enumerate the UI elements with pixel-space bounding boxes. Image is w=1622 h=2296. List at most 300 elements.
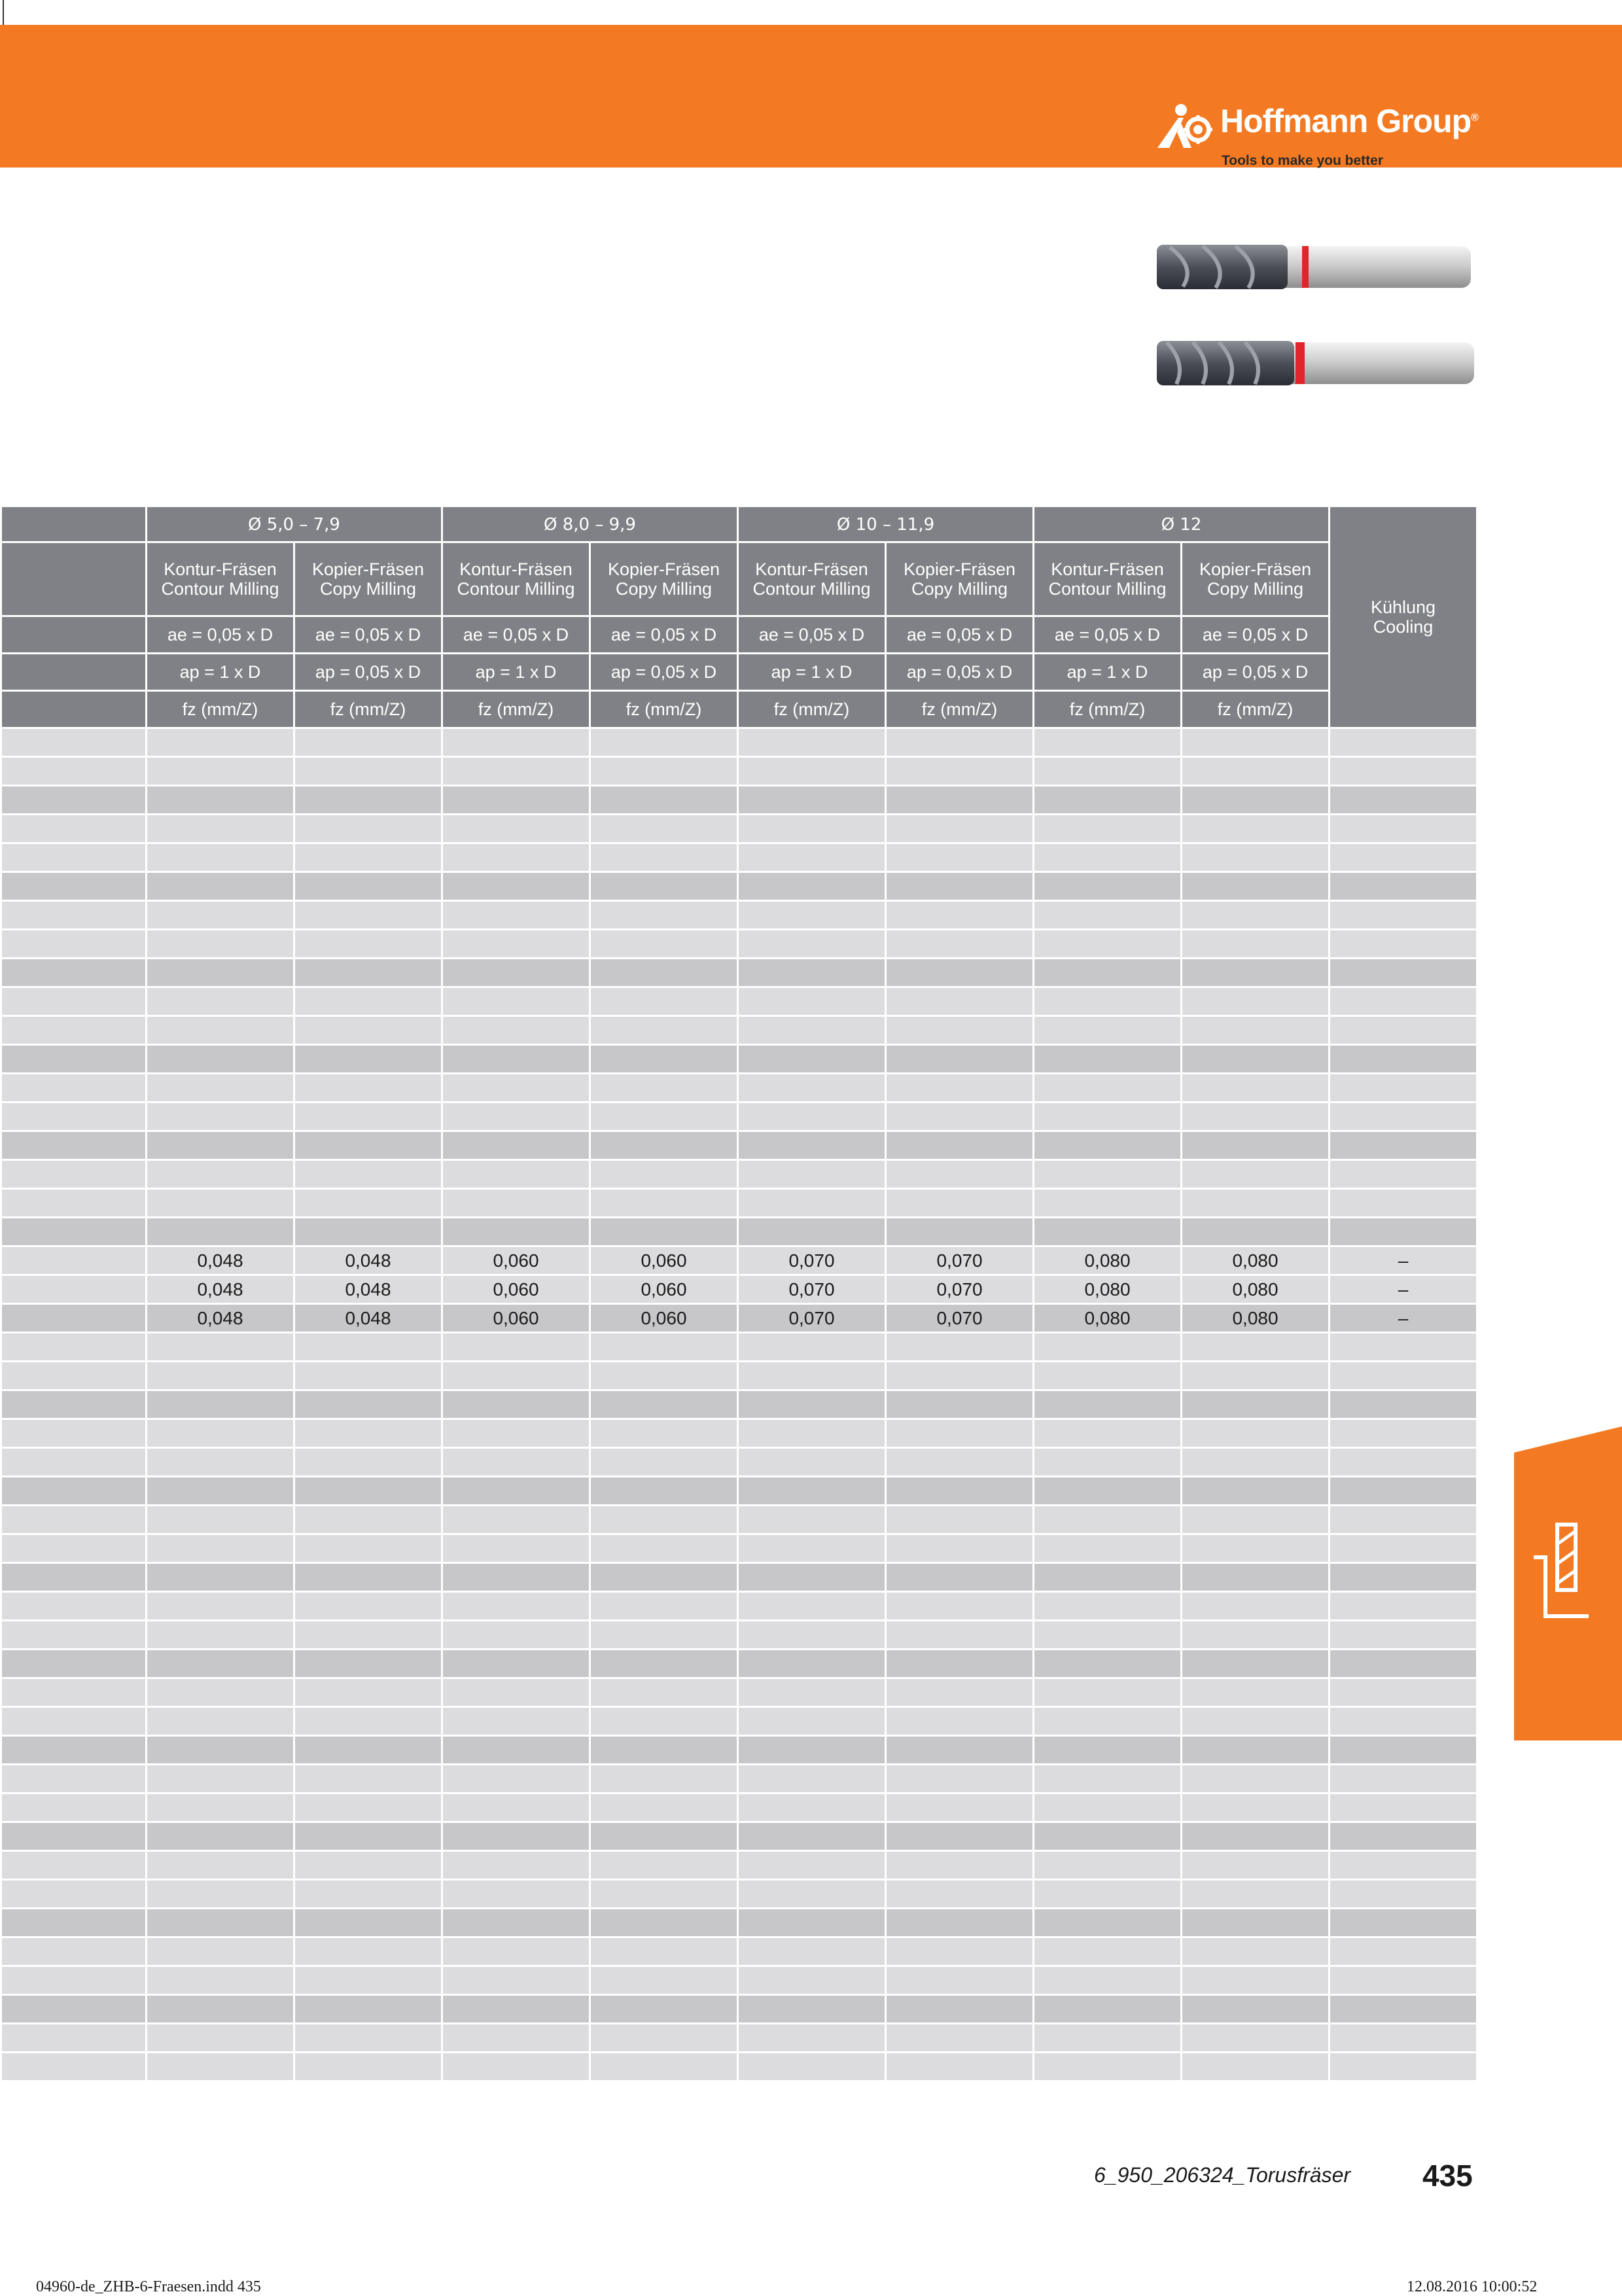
feed-value-cell: [590, 1736, 738, 1765]
row-label-cell: [1, 1160, 147, 1189]
feed-value-cell: [147, 1880, 294, 1909]
print-slug-file: 04960-de_ZHB-6-Fraesen.indd 435: [36, 2278, 261, 2295]
feed-value-cell: [147, 1534, 294, 1563]
feed-value-cell: [147, 901, 294, 930]
feed-value-cell: [886, 930, 1034, 959]
feed-value-cell: [590, 786, 738, 815]
feed-value-cell: [1034, 1822, 1182, 1851]
table-row: [1, 786, 1477, 815]
feed-value-cell: [1182, 1419, 1330, 1448]
row-label-cell: [1, 1218, 147, 1246]
feed-value-cell: [1182, 930, 1330, 959]
feed-value-cell: [886, 1103, 1034, 1131]
feed-value-cell: [294, 1851, 442, 1880]
feed-value-cell: [294, 786, 442, 815]
feed-value-cell: [886, 757, 1034, 786]
feed-value-cell: [886, 786, 1034, 815]
feed-value-cell: [886, 1793, 1034, 1822]
ae-header: ae = 0,05 x D: [147, 616, 294, 654]
crop-mark: [3, 0, 4, 25]
feed-value-cell: [1182, 1851, 1330, 1880]
table-row: [1, 1851, 1477, 1880]
cooling-cell: [1330, 959, 1477, 987]
fz-header: fz (mm/Z): [590, 691, 738, 728]
feed-value-cell: [147, 1448, 294, 1477]
ap-header: ap = 1 x D: [1034, 654, 1182, 691]
feed-value-cell: [1034, 1419, 1182, 1448]
cooling-cell: [1330, 1563, 1477, 1592]
feed-value-cell: [294, 1448, 442, 1477]
operation-header: Kontur-Fräsen Contour Milling: [442, 542, 590, 616]
feed-value-cell: [590, 1390, 738, 1419]
cooling-cell: [1330, 930, 1477, 959]
feed-value-cell: [147, 1103, 294, 1131]
feed-value-cell: [294, 1534, 442, 1563]
feed-value-cell: [1034, 1793, 1182, 1822]
table-row: [1, 1160, 1477, 1189]
row-label-cell: [1, 1765, 147, 1793]
row-label-cell: [1, 901, 147, 930]
feed-value-cell: [1034, 1333, 1182, 1362]
feed-value-cell: [590, 1563, 738, 1592]
feed-value-cell: [590, 1678, 738, 1707]
feed-value-cell: [147, 786, 294, 815]
feed-value-cell: [886, 1390, 1034, 1419]
ae-header: ae = 0,05 x D: [738, 616, 886, 654]
row-label-cell: [1, 1937, 147, 1966]
ap-header: ap = 0,05 x D: [294, 654, 442, 691]
header-blank-cell: [1, 506, 147, 542]
feed-value-cell: [738, 1333, 886, 1362]
feed-value-cell: [1034, 1621, 1182, 1650]
feed-value-cell: [1182, 1103, 1330, 1131]
fz-header: fz (mm/Z): [147, 691, 294, 728]
feed-value-cell: 0,070: [886, 1304, 1034, 1333]
feed-value-cell: [886, 1563, 1034, 1592]
table-row: [1, 1678, 1477, 1707]
feed-value-cell: 0,048: [294, 1304, 442, 1333]
feed-value-cell: [1182, 901, 1330, 930]
feed-value-cell: 0,048: [147, 1246, 294, 1275]
feed-value-cell: [738, 1880, 886, 1909]
row-label-cell: [1, 1362, 147, 1390]
feed-value-cell: [1034, 872, 1182, 901]
ap-header: ap = 0,05 x D: [886, 654, 1034, 691]
feed-value-cell: [1182, 1016, 1330, 1045]
feed-value-cell: [886, 1131, 1034, 1160]
feed-value-cell: [886, 2024, 1034, 2053]
table-row: [1, 1995, 1477, 2024]
feed-value-cell: [738, 1160, 886, 1189]
feed-value-cell: [1034, 1448, 1182, 1477]
fz-header: fz (mm/Z): [1182, 691, 1330, 728]
feed-value-cell: [442, 1419, 590, 1448]
table-row: [1, 1880, 1477, 1909]
feed-value-cell: [738, 1592, 886, 1621]
feed-value-cell: [886, 872, 1034, 901]
feed-value-cell: [886, 1765, 1034, 1793]
feed-value-cell: [886, 1650, 1034, 1678]
feed-value-cell: 0,080: [1034, 1304, 1182, 1333]
feed-value-cell: [147, 1506, 294, 1534]
feed-value-cell: [590, 2024, 738, 2053]
feed-value-cell: [147, 1621, 294, 1650]
feed-value-cell: [147, 1218, 294, 1246]
feed-value-cell: 0,048: [294, 1246, 442, 1275]
feed-value-cell: [442, 1966, 590, 1995]
ae-header: ae = 0,05 x D: [442, 616, 590, 654]
feed-value-cell: [442, 1621, 590, 1650]
table-row: [1, 728, 1477, 757]
table-row: [1, 1736, 1477, 1765]
feed-value-cell: [1034, 1909, 1182, 1937]
feed-value-cell: [590, 1074, 738, 1103]
feed-value-cell: [294, 1390, 442, 1419]
table-row: [1, 1131, 1477, 1160]
feed-value-cell: [738, 987, 886, 1016]
feed-value-cell: [590, 1448, 738, 1477]
diameter-group-header: Ø 5,0 – 7,9: [147, 506, 442, 542]
feed-value-cell: [886, 1189, 1034, 1218]
cooling-cell: [1330, 728, 1477, 757]
table-row: [1, 1275, 1477, 1304]
feed-value-cell: [294, 1880, 442, 1909]
feed-value-cell: [886, 1966, 1034, 1995]
feed-value-cell: [147, 1563, 294, 1592]
feed-value-cell: [1034, 815, 1182, 843]
feed-value-cell: [294, 1563, 442, 1592]
feed-value-cell: [738, 1937, 886, 1966]
row-label-cell: [1, 1995, 147, 2024]
feed-value-cell: [442, 1189, 590, 1218]
feed-value-cell: [147, 1937, 294, 1966]
feed-value-cell: [442, 1592, 590, 1621]
feed-value-cell: [590, 1534, 738, 1563]
feed-value-cell: [147, 1592, 294, 1621]
feed-value-cell: [442, 930, 590, 959]
feed-value-cell: [442, 1103, 590, 1131]
feed-value-cell: [294, 1333, 442, 1362]
header-band: [0, 25, 1622, 168]
feed-value-cell: [442, 1678, 590, 1707]
row-label-cell: [1, 1707, 147, 1736]
feed-value-cell: [147, 1074, 294, 1103]
feed-value-cell: [1034, 1390, 1182, 1419]
cooling-cell: [1330, 1937, 1477, 1966]
torus-cutter-4-flute-image: [1157, 337, 1477, 389]
cooling-cell: [1330, 1678, 1477, 1707]
cooling-cell: –: [1330, 1246, 1477, 1275]
feed-value-cell: [294, 1592, 442, 1621]
feed-value-cell: [147, 1189, 294, 1218]
feed-value-cell: [738, 1793, 886, 1822]
header-blank-cell: [1, 654, 147, 691]
feed-value-cell: [294, 959, 442, 987]
feed-value-cell: [294, 1621, 442, 1650]
feed-value-cell: [1182, 1189, 1330, 1218]
table-row: [1, 930, 1477, 959]
feed-value-cell: [590, 1650, 738, 1678]
feed-value-cell: [1034, 1103, 1182, 1131]
feed-value-cell: [738, 1074, 886, 1103]
operation-header: Kontur-Fräsen Contour Milling: [1034, 542, 1182, 616]
feed-value-cell: [294, 2053, 442, 2081]
feed-value-cell: [442, 1909, 590, 1937]
feed-value-cell: [294, 872, 442, 901]
feed-value-cell: 0,048: [294, 1275, 442, 1304]
brand-tagline: Tools to make you better: [1222, 153, 1383, 168]
feed-value-cell: 0,070: [738, 1246, 886, 1275]
cooling-cell: [1330, 1131, 1477, 1160]
operation-header: Kopier-Fräsen Copy Milling: [886, 542, 1034, 616]
feed-value-cell: [147, 1477, 294, 1506]
print-slug-date: 12.08.2016 10:00:52: [1407, 2278, 1538, 2295]
feed-value-cell: [886, 1995, 1034, 2024]
diameter-group-header: Ø 10 – 11,9: [738, 506, 1034, 542]
cooling-cell: [1330, 1016, 1477, 1045]
feed-value-cell: [294, 1937, 442, 1966]
ap-header: ap = 1 x D: [147, 654, 294, 691]
diameter-group-header: Ø 8,0 – 9,9: [442, 506, 738, 542]
feed-value-cell: [1182, 1160, 1330, 1189]
feed-value-cell: [1034, 930, 1182, 959]
feed-value-cell: [442, 1793, 590, 1822]
feed-value-cell: [1034, 1966, 1182, 1995]
feed-value-cell: [294, 1678, 442, 1707]
feed-value-cell: [1182, 728, 1330, 757]
feed-value-cell: [442, 1448, 590, 1477]
table-row: [1, 959, 1477, 987]
cooling-cell: [1330, 1851, 1477, 1880]
feed-value-cell: [886, 1160, 1034, 1189]
feed-value-cell: [590, 1419, 738, 1448]
feed-value-cell: [886, 1621, 1034, 1650]
table-row: [1, 2053, 1477, 2081]
ap-header: ap = 1 x D: [738, 654, 886, 691]
cooling-cell: [1330, 1362, 1477, 1390]
feed-value-cell: [147, 843, 294, 872]
feed-value-cell: 0,060: [590, 1275, 738, 1304]
feed-value-cell: [147, 1966, 294, 1995]
row-label-cell: [1, 1736, 147, 1765]
table-row: [1, 901, 1477, 930]
feed-value-cell: [886, 1448, 1034, 1477]
feed-value-cell: [590, 843, 738, 872]
feed-value-cell: [147, 1362, 294, 1390]
feed-value-cell: [738, 1477, 886, 1506]
table-row: [1, 987, 1477, 1016]
row-label-cell: [1, 1966, 147, 1995]
feed-value-cell: [738, 815, 886, 843]
table-row: [1, 1246, 1477, 1275]
feed-value-cell: [147, 2024, 294, 2053]
feed-value-cell: [1034, 2024, 1182, 2053]
ap-header: ap = 0,05 x D: [1182, 654, 1330, 691]
row-label-cell: [1, 1103, 147, 1131]
row-label-cell: [1, 815, 147, 843]
feed-value-cell: [442, 1707, 590, 1736]
feed-value-cell: [294, 1131, 442, 1160]
row-label-cell: [1, 1246, 147, 1275]
cooling-cell: [1330, 1045, 1477, 1074]
feed-value-cell: [1034, 1650, 1182, 1678]
brand-name: Hoffmann Group®: [1220, 103, 1478, 139]
row-label-cell: [1, 728, 147, 757]
feed-value-cell: [738, 1506, 886, 1534]
feed-value-cell: [442, 1160, 590, 1189]
feed-value-cell: [1182, 1074, 1330, 1103]
feed-value-cell: [1034, 1563, 1182, 1592]
table-row: [1, 1333, 1477, 1362]
feed-value-cell: [738, 1362, 886, 1390]
row-label-cell: [1, 843, 147, 872]
feed-value-cell: [590, 1822, 738, 1851]
feed-value-cell: [147, 1909, 294, 1937]
feed-value-cell: [1034, 1016, 1182, 1045]
feed-value-cell: [886, 1822, 1034, 1851]
feed-value-cell: [442, 1506, 590, 1534]
feed-value-cell: [590, 1506, 738, 1534]
feed-value-cell: [1034, 987, 1182, 1016]
ae-header: ae = 0,05 x D: [1034, 616, 1182, 654]
feed-value-cell: [294, 815, 442, 843]
feed-value-cell: [147, 2053, 294, 2081]
feed-value-cell: [738, 843, 886, 872]
feed-value-cell: [1182, 1045, 1330, 1074]
table-row: [1, 1937, 1477, 1966]
row-label-cell: [1, 1448, 147, 1477]
feed-value-cell: [147, 987, 294, 1016]
cooling-cell: [1330, 1592, 1477, 1621]
table-row: [1, 1966, 1477, 1995]
feed-value-cell: [294, 843, 442, 872]
feed-value-cell: [294, 1822, 442, 1851]
feed-value-cell: [1034, 959, 1182, 987]
operation-header: Kopier-Fräsen Copy Milling: [590, 542, 738, 616]
feed-value-cell: [738, 1016, 886, 1045]
feed-value-cell: [1034, 1937, 1182, 1966]
fz-header: fz (mm/Z): [1034, 691, 1182, 728]
feed-value-cell: [294, 1793, 442, 1822]
feed-value-cell: [1034, 901, 1182, 930]
feed-value-cell: [442, 1074, 590, 1103]
row-label-cell: [1, 1045, 147, 1074]
feed-value-cell: [1034, 786, 1182, 815]
feed-value-cell: [590, 1189, 738, 1218]
feed-value-cell: [590, 901, 738, 930]
feed-value-cell: [1034, 1995, 1182, 2024]
table-row: [1, 1563, 1477, 1592]
row-label-cell: [1, 987, 147, 1016]
row-label-cell: [1, 959, 147, 987]
feed-value-cell: [1182, 843, 1330, 872]
feed-value-cell: [590, 1765, 738, 1793]
feed-value-cell: [738, 1851, 886, 1880]
feed-value-cell: 0,070: [886, 1275, 1034, 1304]
row-label-cell: [1, 1304, 147, 1333]
cooling-cell: [1330, 1333, 1477, 1362]
ae-header: ae = 0,05 x D: [1182, 616, 1330, 654]
feed-value-cell: [1182, 786, 1330, 815]
cooling-cell: [1330, 1506, 1477, 1534]
feed-value-cell: [1182, 1592, 1330, 1621]
feed-value-cell: [590, 1966, 738, 1995]
feed-value-cell: [147, 1995, 294, 2024]
ae-header: ae = 0,05 x D: [590, 616, 738, 654]
feed-value-cell: [1034, 2053, 1182, 2081]
table-row: [1, 1189, 1477, 1218]
feed-value-cell: [147, 1390, 294, 1419]
cooling-cell: [1330, 987, 1477, 1016]
feed-value-cell: [442, 1477, 590, 1506]
feed-value-cell: [294, 1016, 442, 1045]
feed-value-cell: [1034, 843, 1182, 872]
row-label-cell: [1, 1189, 147, 1218]
feed-value-cell: [442, 1390, 590, 1419]
row-label-cell: [1, 1074, 147, 1103]
feed-value-cell: [738, 2053, 886, 2081]
brand-logo: [1155, 102, 1495, 174]
feed-value-cell: [738, 757, 886, 786]
ap-header: ap = 1 x D: [442, 654, 590, 691]
feed-value-cell: [294, 1103, 442, 1131]
feed-value-cell: [1182, 757, 1330, 786]
ae-header: ae = 0,05 x D: [294, 616, 442, 654]
table-row: [1, 1016, 1477, 1045]
feed-value-cell: [738, 1218, 886, 1246]
feed-value-cell: [738, 1103, 886, 1131]
feed-value-cell: [886, 1419, 1034, 1448]
feed-value-cell: [886, 1218, 1034, 1246]
feed-value-cell: [590, 1937, 738, 1966]
feed-value-cell: [147, 1160, 294, 1189]
feed-value-cell: [1182, 1131, 1330, 1160]
table-row: [1, 872, 1477, 901]
feed-value-cell: [1034, 1477, 1182, 1506]
feed-value-cell: [886, 728, 1034, 757]
row-label-cell: [1, 786, 147, 815]
feed-value-cell: [590, 1707, 738, 1736]
row-label-cell: [1, 2024, 147, 2053]
table-row: [1, 1074, 1477, 1103]
cooling-cell: [1330, 786, 1477, 815]
cooling-cell: [1330, 1736, 1477, 1765]
feed-value-cell: [590, 757, 738, 786]
feed-value-cell: [590, 815, 738, 843]
feed-value-cell: [442, 1362, 590, 1390]
feed-value-cell: [738, 1563, 886, 1592]
feed-value-cell: [294, 1736, 442, 1765]
feed-value-cell: [590, 1218, 738, 1246]
table-row: [1, 1909, 1477, 1937]
header-blank-cell: [1, 616, 147, 654]
feed-value-cell: [294, 1218, 442, 1246]
feed-value-cell: [590, 1995, 738, 2024]
feed-value-cell: [886, 1880, 1034, 1909]
feed-value-cell: 0,080: [1182, 1246, 1330, 1275]
feed-value-cell: [1034, 1362, 1182, 1390]
table-row: [1, 1534, 1477, 1563]
feed-value-cell: [1182, 959, 1330, 987]
feed-value-cell: [442, 843, 590, 872]
feed-value-cell: [886, 815, 1034, 843]
fz-header: fz (mm/Z): [886, 691, 1034, 728]
feed-value-cell: [294, 1707, 442, 1736]
feed-value-cell: [738, 1390, 886, 1419]
cooling-cell: [1330, 901, 1477, 930]
feed-value-cell: [590, 1016, 738, 1045]
feed-value-cell: [1182, 2053, 1330, 2081]
